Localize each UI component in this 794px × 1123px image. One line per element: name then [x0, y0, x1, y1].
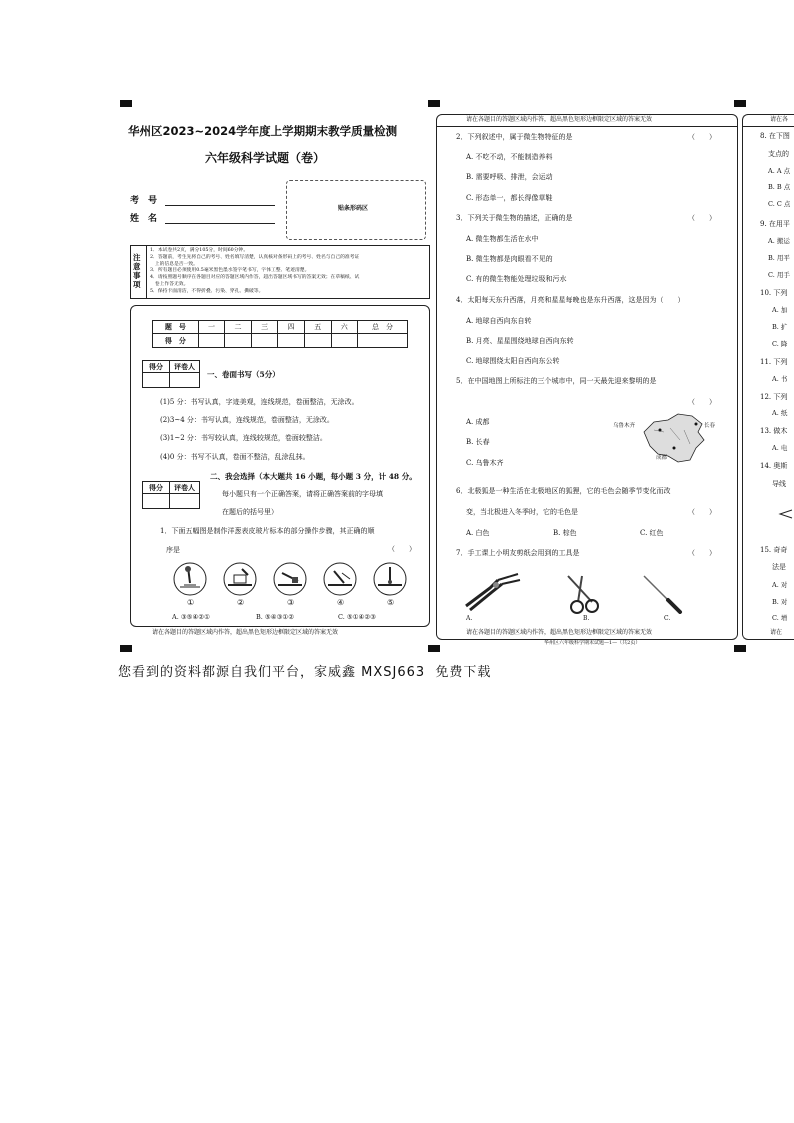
screwdriver-icon	[640, 572, 686, 614]
microscope-slide-step-icon	[222, 561, 258, 597]
registration-mark	[734, 645, 746, 652]
q7-text: 7．手工课上小明友剪纸会用到的工具是	[456, 549, 580, 557]
right-line: C. 用手	[768, 271, 790, 279]
section1-item: (2)3~4 分：书写认真，连线规范，卷面整洁，无涂改。	[160, 416, 334, 424]
notice-line: 4．请按照题号顺序在各题目对应的答题区域内作答，超出答题区域书写的答案无效；在草稿纸、试	[150, 275, 360, 281]
score-header-cell: 三	[251, 321, 278, 334]
notice-line: 5．保持卡面清洁，不得折叠、污染、穿孔、撕破等。	[150, 288, 264, 294]
right-line: C. C 点	[768, 200, 791, 208]
registration-mark	[428, 645, 440, 652]
right-line: B. 用平	[768, 254, 790, 262]
notice-divider	[146, 245, 147, 299]
header-note-middle: 请在各题目的答题区域内作答，超出黑色矩形边框限定区域的答案无效	[466, 116, 653, 123]
right-line: A. 纸	[772, 409, 788, 417]
right-line: C. 降	[772, 340, 788, 348]
right-line: 法是	[772, 563, 786, 571]
right-line: A. A 点	[768, 167, 791, 175]
right-line: 支点的	[768, 150, 789, 158]
page-footer: 华州区六年级科学期末试题—1—（共2页）	[544, 640, 641, 646]
barcode-label: 贴条形码区	[338, 205, 369, 212]
section2-line: 每小题只有一个正确答案，请将正确答案前的字母填	[222, 490, 383, 498]
exam-title: 华州区2023~2024学年度上学期期末教学质量检测	[128, 124, 398, 138]
section1-item: (1)5 分：书写认真，字迹美观，连线规范，卷面整洁，无涂改。	[160, 398, 359, 406]
q2-option-c[interactable]: C. 形态单一，都长得像草鞋	[466, 194, 553, 202]
registration-mark	[120, 645, 132, 652]
q4-text: 4．太阳每天东升西落，月亮和星星每晚也是东升西落，这是因为（ ）	[456, 296, 685, 304]
right-line: 8. 在下图	[760, 132, 790, 140]
footer-note-left: 请在各题目的答题区域内作答，超出黑色矩形边框限定区域的答案无效	[152, 629, 339, 636]
score-header-cell: 一	[198, 321, 225, 334]
q2-text: 2．下列叙述中，属于微生物特征的是	[456, 133, 573, 141]
notice-line: 上的信息是否一致。	[150, 261, 198, 267]
exam-no-label: 考 号	[130, 196, 158, 206]
footer-note-right: 请在	[770, 629, 783, 636]
exam-subtitle: 六年级科学试题（卷）	[205, 151, 326, 165]
q6-text-2: 变，当北极进入冬季时，它的毛色是	[466, 508, 578, 516]
right-line: B. 对	[772, 598, 788, 606]
score-header-cell: 五	[304, 321, 331, 334]
q3-text: 3．下列关于微生物的描述，正确的是	[456, 214, 573, 222]
grader-reviewer-label: 评卷人	[170, 361, 200, 373]
notice-lines	[150, 248, 359, 296]
download-watermark: 您看到的资料都源自我们平台，家威鑫 MXSJ663 免费下载	[118, 665, 492, 680]
right-line: A. 加	[772, 306, 788, 314]
q5-text: 5．在中国地图上所标注的三个城市中，同一天最先迎来黎明的是	[456, 377, 657, 385]
notice-side-label: 注意事项	[133, 253, 141, 289]
q5-option-a[interactable]: A. 成都	[466, 418, 490, 426]
score-cell[interactable]	[251, 334, 278, 348]
q1-step-label: ⑤	[387, 598, 395, 607]
score-cell: 得 分	[153, 334, 199, 348]
name-label: 姓 名	[130, 214, 158, 224]
header-divider	[742, 126, 794, 127]
notice-line: 卷上作答无效。	[150, 281, 189, 287]
grader-box	[142, 360, 200, 388]
section1-title: 一、卷面书写（5分）	[207, 370, 280, 379]
map-label-urumqi: 乌鲁木齐	[613, 423, 636, 429]
q6-answer-paren[interactable]: （ ）	[688, 508, 716, 516]
q6-option-a[interactable]: A. 白色	[466, 529, 490, 537]
notice-line: 2．答题前，考生先将自己的考号、姓名填写清楚，认真核对条形码上的考号、姓名与自己的准考证	[150, 254, 360, 260]
score-cell[interactable]	[358, 334, 408, 348]
q1-text: 1．下面五幅图是制作洋葱表皮玻片标本的部分操作步骤，其正确的顺	[160, 527, 375, 535]
grader-score-cell[interactable]	[143, 494, 170, 509]
q4-option-a[interactable]: A. 地球自西向东自转	[466, 317, 532, 325]
section2-title: 二、我会选择（本大题共 16 小题，每小题 3 分，计 48 分。	[210, 472, 417, 481]
score-header-cell: 六	[331, 321, 358, 334]
right-line: A. 搬运	[768, 237, 790, 245]
score-cell[interactable]	[198, 334, 225, 348]
score-cell[interactable]	[331, 334, 358, 348]
q5-option-c[interactable]: C. 乌鲁木齐	[466, 459, 504, 467]
q6-option-c[interactable]: C. 红色	[640, 529, 664, 537]
q1-step-label: ④	[337, 598, 345, 607]
registration-mark	[120, 100, 132, 107]
footer-note-middle: 请在各题目的答题区域内作答，超出黑色矩形边框限定区域的答案无效	[466, 629, 653, 636]
right-line: B. B 点	[768, 183, 791, 191]
q7-label-b[interactable]: B.	[583, 615, 590, 622]
score-header-cell: 四	[278, 321, 305, 334]
q1-step-label: ②	[237, 598, 245, 607]
score-table	[152, 320, 408, 348]
q1-step-label: ③	[287, 598, 295, 607]
registration-mark	[734, 100, 746, 107]
q1-answer-paren[interactable]: （ ）	[388, 545, 416, 553]
name-line	[165, 223, 275, 224]
q6-option-b[interactable]: B. 棕色	[553, 529, 577, 537]
q4-option-c[interactable]: C. 地球围绕太阳自西向东公转	[466, 357, 560, 365]
q2-option-a[interactable]: A. 不吃不动，不能制造养料	[466, 153, 553, 161]
section1-item: (3)1~2 分：书写较认真，连线较规范，卷面较整洁。	[160, 434, 327, 442]
score-cell[interactable]	[225, 334, 252, 348]
right-line: 12. 下列	[760, 393, 788, 401]
score-header-cell: 二	[225, 321, 252, 334]
right-line: C. 增	[772, 614, 788, 622]
grader-reviewer-cell[interactable]	[170, 494, 200, 509]
right-line: A. 书	[772, 375, 788, 383]
section2-line: 在题后的括号里）	[222, 508, 278, 516]
q1-option-c[interactable]: C. ⑤①④②③	[338, 613, 377, 621]
q2-option-b[interactable]: B. 需要呼吸、排泄，会运动	[466, 173, 553, 181]
q4-option-b[interactable]: B. 月亮、星星围绕地球自西向东转	[466, 337, 574, 345]
grader-box	[142, 481, 200, 509]
score-header-cell: 题 号	[153, 321, 199, 334]
header-divider	[436, 126, 738, 127]
microscope-slide-step-icon	[272, 561, 308, 597]
grader-score-label: 得分	[143, 361, 170, 373]
right-line: 10. 下列	[760, 289, 788, 297]
right-line: A. 电	[772, 444, 788, 452]
score-cell[interactable]	[278, 334, 305, 348]
q1-option-a[interactable]: A. ③⑤④②①	[172, 613, 210, 621]
grader-score-cell[interactable]	[143, 373, 170, 388]
q5-option-b[interactable]: B. 长春	[466, 438, 490, 446]
q3-option-a[interactable]: A. 微生物都生活在水中	[466, 235, 539, 243]
grader-reviewer-cell[interactable]	[170, 373, 200, 388]
compass-needle-icon	[778, 508, 794, 520]
q5-answer-paren[interactable]: （ ）	[688, 398, 716, 406]
q1-option-b[interactable]: B. ⑤④③①②	[256, 613, 295, 621]
right-line: B. 扩	[772, 323, 788, 331]
q3-answer-paren[interactable]: （ ）	[688, 214, 716, 222]
right-line: A. 对	[772, 581, 788, 589]
right-line: 11. 下列	[760, 358, 788, 366]
grader-score-label: 得分	[143, 482, 170, 494]
map-label-chengdu: 成都	[656, 455, 668, 461]
grader-reviewer-label: 评卷人	[170, 482, 200, 494]
notice-line: 3．所有题目必须使用0.5毫米黑色墨水签字笔书写，字体工整、笔迹清楚。	[150, 268, 310, 274]
q2-answer-paren[interactable]: （ ）	[688, 133, 716, 141]
right-line: 13. 做木	[760, 427, 788, 435]
q7-answer-paren[interactable]: （ ）	[688, 549, 716, 557]
header-note-right: 请在各	[770, 116, 789, 123]
scissors-icon	[562, 572, 608, 614]
q7-label-a[interactable]: A.	[466, 615, 473, 622]
china-map-icon	[640, 410, 710, 466]
microscope-slide-step-icon	[322, 561, 358, 597]
right-line: 9. 在用平	[760, 220, 790, 228]
score-header-cell: 总 分	[358, 321, 408, 334]
q3-option-c[interactable]: C. 有的微生物能处理垃圾和污水	[466, 275, 567, 283]
registration-mark	[428, 100, 440, 107]
score-cell[interactable]	[304, 334, 331, 348]
q6-text: 6．北极狐是一种生活在北极地区的狐狸，它的毛色会随季节变化而改	[456, 487, 671, 495]
microscope-slide-step-icon	[372, 561, 408, 597]
notice-line: 1．本试卷共2页，满分105分，时间60分钟。	[150, 248, 249, 253]
right-line: 14. 奥斯	[760, 462, 788, 470]
map-label-changchun: 长春	[704, 423, 716, 429]
right-line: 导线	[772, 480, 786, 488]
right-line: 15. 奇奇	[760, 546, 788, 554]
exam-no-line	[165, 205, 275, 206]
microscope-slide-step-icon	[172, 561, 208, 597]
q1-text-2: 序是	[166, 546, 180, 554]
q1-step-label: ①	[187, 598, 195, 607]
pliers-icon	[462, 570, 522, 612]
q7-label-c[interactable]: C.	[664, 615, 671, 622]
section1-item: (4)0 分：书写不认真，卷面不整洁，乱涂乱抹。	[160, 453, 310, 461]
q3-option-b[interactable]: B. 微生物都是肉眼看不见的	[466, 255, 553, 263]
